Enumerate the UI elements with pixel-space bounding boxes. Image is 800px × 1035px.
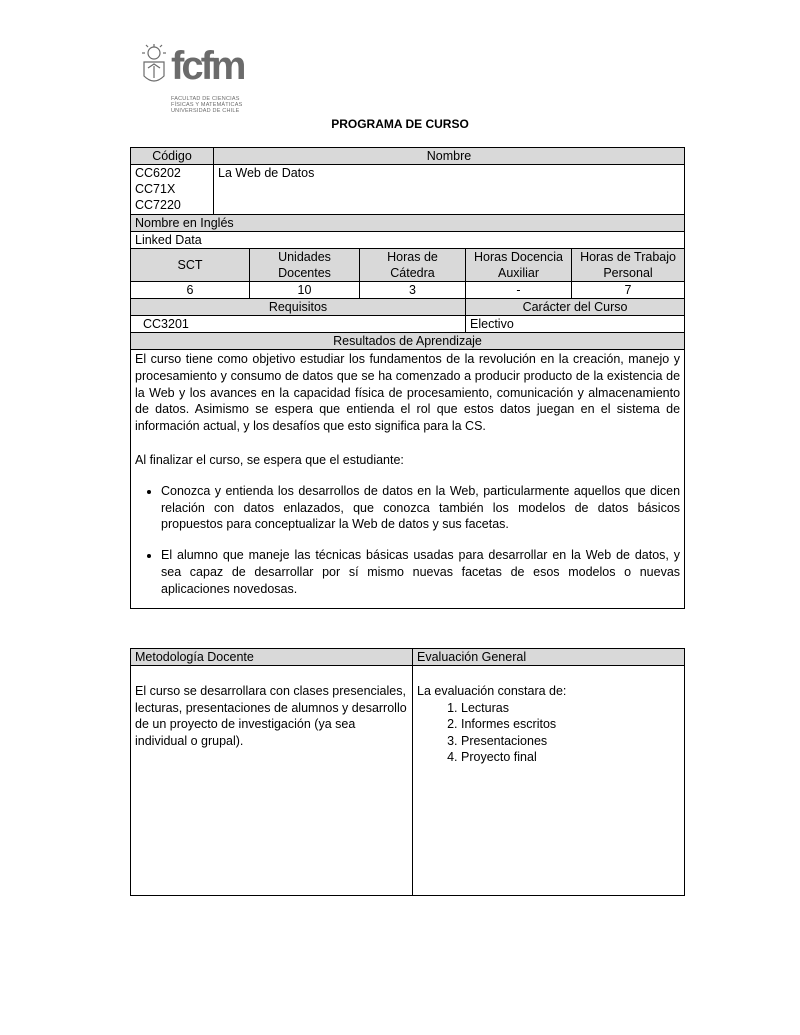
course-code: CC6202 xyxy=(135,166,181,180)
character-header: Carácter del Curso xyxy=(466,299,685,316)
evaluation-header: Evaluación General xyxy=(413,649,685,666)
units-header-auxiliar: Horas Docencia Auxiliar xyxy=(466,249,572,282)
outcomes-header: Resultados de Aprendizaje xyxy=(131,333,685,350)
outcomes-intro: El curso tiene como objetivo estudiar los fundamentos de la revolución en la creación, manejo y procesamiento y consumo de datos que se ha comenzado a producir producto de la existencia de la Web y los avances en la capacidad física de procesamiento, comunicación y almacenamiento de datos. Asimismo se espera que entienda el rol que estos datos juegan en el sistema de información actual, y los desafíos que esto significa para la CS. xyxy=(135,352,681,434)
requirements-header: Requisitos xyxy=(131,299,466,316)
methodology-text: El curso se desarrollara con clases presenciales, lecturas, presentaciones de alumnos y desarrollo de un proyecto de investigación (ya sea individual o grupal). xyxy=(135,684,407,748)
faculty-line: FACULTAD DE CIENCIAS xyxy=(171,96,240,102)
course-name: La Web de Datos xyxy=(214,165,685,215)
faculty-line: FÍSICAS Y MATEMÁTICAS xyxy=(171,102,243,108)
university-crest-icon xyxy=(138,44,170,90)
units-value-sct: 6 xyxy=(131,282,250,299)
document-title: PROGRAMA DE CURSO xyxy=(331,117,469,131)
faculty-line: UNIVERSIDAD DE CHILE xyxy=(171,108,240,114)
units-header-personal: Horas de Trabajo Personal xyxy=(572,249,685,282)
methodology-header: Metodología Docente xyxy=(131,649,413,666)
code-header: Código xyxy=(131,148,214,165)
list-item: 3. Presentaciones xyxy=(461,733,680,750)
list-item: 1. Lecturas xyxy=(461,700,680,717)
units-header-unidades: Unidades Docentes xyxy=(250,249,360,282)
outcomes-lead: Al finalizar el curso, se espera que el estudiante: xyxy=(135,452,404,467)
character-value: Electivo xyxy=(466,316,685,333)
evaluation-list xyxy=(417,700,680,766)
requirements-value: CC3201 xyxy=(131,316,466,333)
units-value-auxiliar: - xyxy=(466,282,572,299)
evaluation-body xyxy=(413,666,685,896)
english-name-header: Nombre en Inglés xyxy=(131,215,685,232)
units-value-unidades: 10 xyxy=(250,282,360,299)
outcomes-list xyxy=(135,483,680,598)
list-item: 2. Informes escritos xyxy=(461,716,680,733)
outcomes-body xyxy=(131,350,685,609)
logo-mark: fcfm xyxy=(171,44,244,88)
list-item: • El alumno que maneje las técnicas básicas usadas para desarrollar en la Web de datos, y sea capaz de desarrollar por sí mismo nuevas facetas de esos modelos o nuevas aplicaciones novedosas. xyxy=(161,547,680,597)
course-info-table xyxy=(130,147,685,609)
course-code: CC71X xyxy=(135,182,176,196)
list-item: • Conozca y entienda los desarrollos de datos en la Web, particularmente aquellos que dicen relación con datos enlazados, que conozca también los modelos de datos básicos propuestos para conceptualizar la Web de datos y sus facetas. xyxy=(161,483,680,533)
english-name: Linked Data xyxy=(131,232,685,249)
list-item: 4. Proyecto final xyxy=(461,749,680,766)
evaluation-lead: La evaluación constara de: xyxy=(417,684,567,698)
fcfm-logo xyxy=(138,42,253,118)
units-value-personal: 7 xyxy=(572,282,685,299)
course-code: CC7220 xyxy=(135,198,181,212)
name-header: Nombre xyxy=(214,148,685,165)
units-header-sct: SCT xyxy=(131,249,250,282)
methodology-body xyxy=(131,666,413,896)
units-header-catedra: Horas de Cátedra xyxy=(360,249,466,282)
course-codes xyxy=(131,165,214,215)
faculty-name xyxy=(171,96,242,114)
units-value-catedra: 3 xyxy=(360,282,466,299)
methodology-evaluation-table xyxy=(130,648,685,896)
